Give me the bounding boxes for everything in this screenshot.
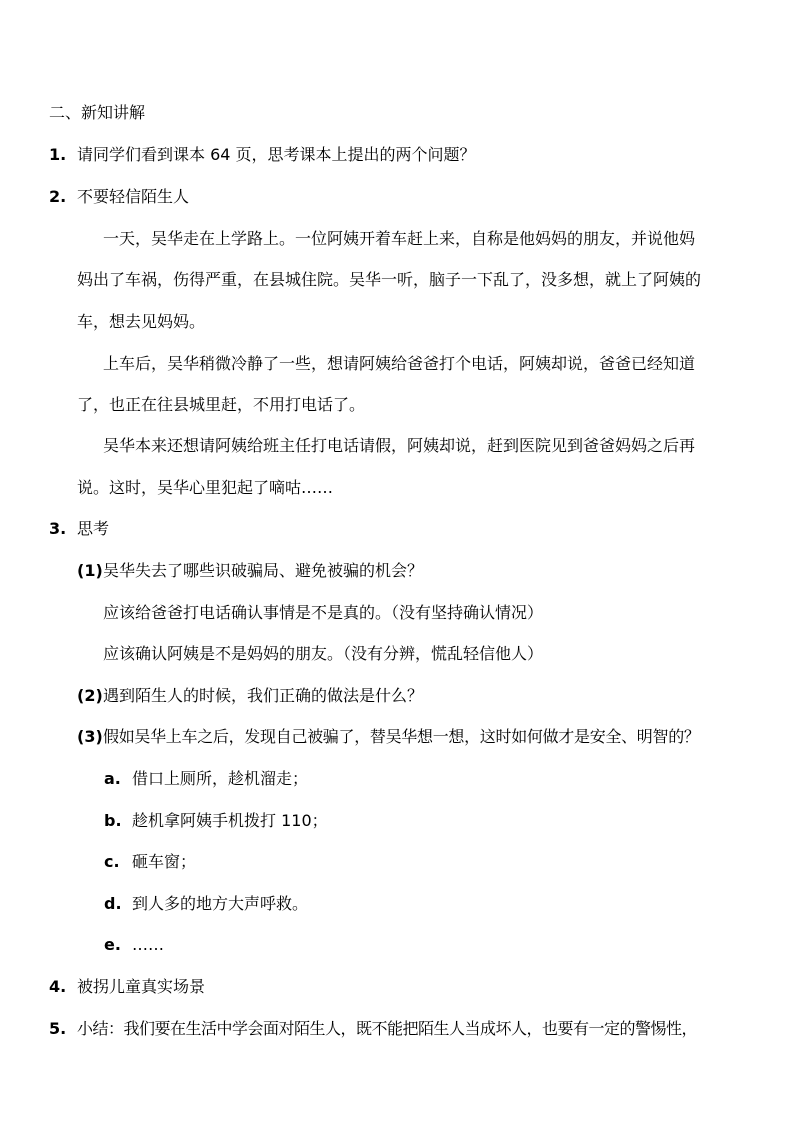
option-b-text: 趁机拿阿姨手机拨打 110； xyxy=(132,811,328,830)
story-paragraph-1-line-2: 妈出了车祸，伤得严重，在县城住院。吴华一听，脑子一下乱了，没多想，就上了阿姨的 xyxy=(77,270,702,289)
story-paragraph-2-line-1: 上车后，吴华稍微冷静了一些，想请阿姨给爸爸打个电话，阿姨却说，爸爸已经知道 xyxy=(103,354,696,373)
item-1-number: 1. xyxy=(49,145,67,164)
item-2-text: 不要轻信陌生人 xyxy=(77,187,190,206)
story-paragraph-2-line-2: 了，也正在往县城里赶，不用打电话了。 xyxy=(77,395,366,414)
option-c-letter: c. xyxy=(104,852,120,871)
item-4-number: 4. xyxy=(49,977,67,996)
item-3-number: 3. xyxy=(49,519,67,538)
question-3-text: 假如吴华上车之后，发现自己被骗了，替吴华想一想，这时如何做才是安全、明智的？ xyxy=(103,727,700,746)
option-d-letter: d. xyxy=(104,894,122,913)
item-2-number: 2. xyxy=(49,187,67,206)
story-paragraph-1-line-3: 车，想去见妈妈。 xyxy=(77,312,206,331)
item-3-text: 思考 xyxy=(77,519,110,538)
item-5-number: 5. xyxy=(49,1019,67,1038)
story-paragraph-1-line-1: 一天，吴华走在上学路上。一位阿姨开着车赶上来，自称是他妈妈的朋友，并说他妈 xyxy=(103,229,696,248)
option-a-text: 借口上厕所，趁机溜走； xyxy=(132,769,309,788)
option-b-letter: b. xyxy=(104,811,122,830)
question-3-label: (3) xyxy=(77,727,103,746)
option-e-text: …… xyxy=(132,935,164,954)
question-1-label: (1) xyxy=(77,561,103,580)
item-1-text: 请同学们看到课本 64 页，思考课本上提出的两个问题？ xyxy=(77,145,476,164)
question-2-text: 遇到陌生人的时候，我们正确的做法是什么？ xyxy=(103,686,424,705)
question-1-text: 吴华失去了哪些识破骗局、避免被骗的机会？ xyxy=(103,561,424,580)
answer-1-text: 应该给爸爸打电话确认事情是不是真的。（没有坚持确认情况） xyxy=(103,603,544,622)
option-d-text: 到人多的地方大声呼救。 xyxy=(132,894,309,913)
story-paragraph-3-line-2: 说。这时，吴华心里犯起了嘀咕…… xyxy=(77,478,334,497)
option-e-letter: e. xyxy=(104,935,121,954)
question-2-label: (2) xyxy=(77,686,103,705)
section-heading: 二、新知讲解 xyxy=(49,103,146,122)
answer-2-text: 应该确认阿姨是不是妈妈的朋友。（没有分辨，慌乱轻信他人） xyxy=(103,644,544,663)
option-c-text: 砸车窗； xyxy=(132,852,197,871)
story-paragraph-3-line-1: 吴华本来还想请阿姨给班主任打电话请假，阿姨却说，赶到医院见到爸爸妈妈之后再 xyxy=(103,436,696,455)
item-5-text: 小结：我们要在生活中学会面对陌生人，既不能把陌生人当成坏人，也要有一定的警惕性， xyxy=(77,1019,698,1038)
item-4-text: 被拐儿童真实场景 xyxy=(77,977,206,996)
option-a-letter: a. xyxy=(104,769,121,788)
